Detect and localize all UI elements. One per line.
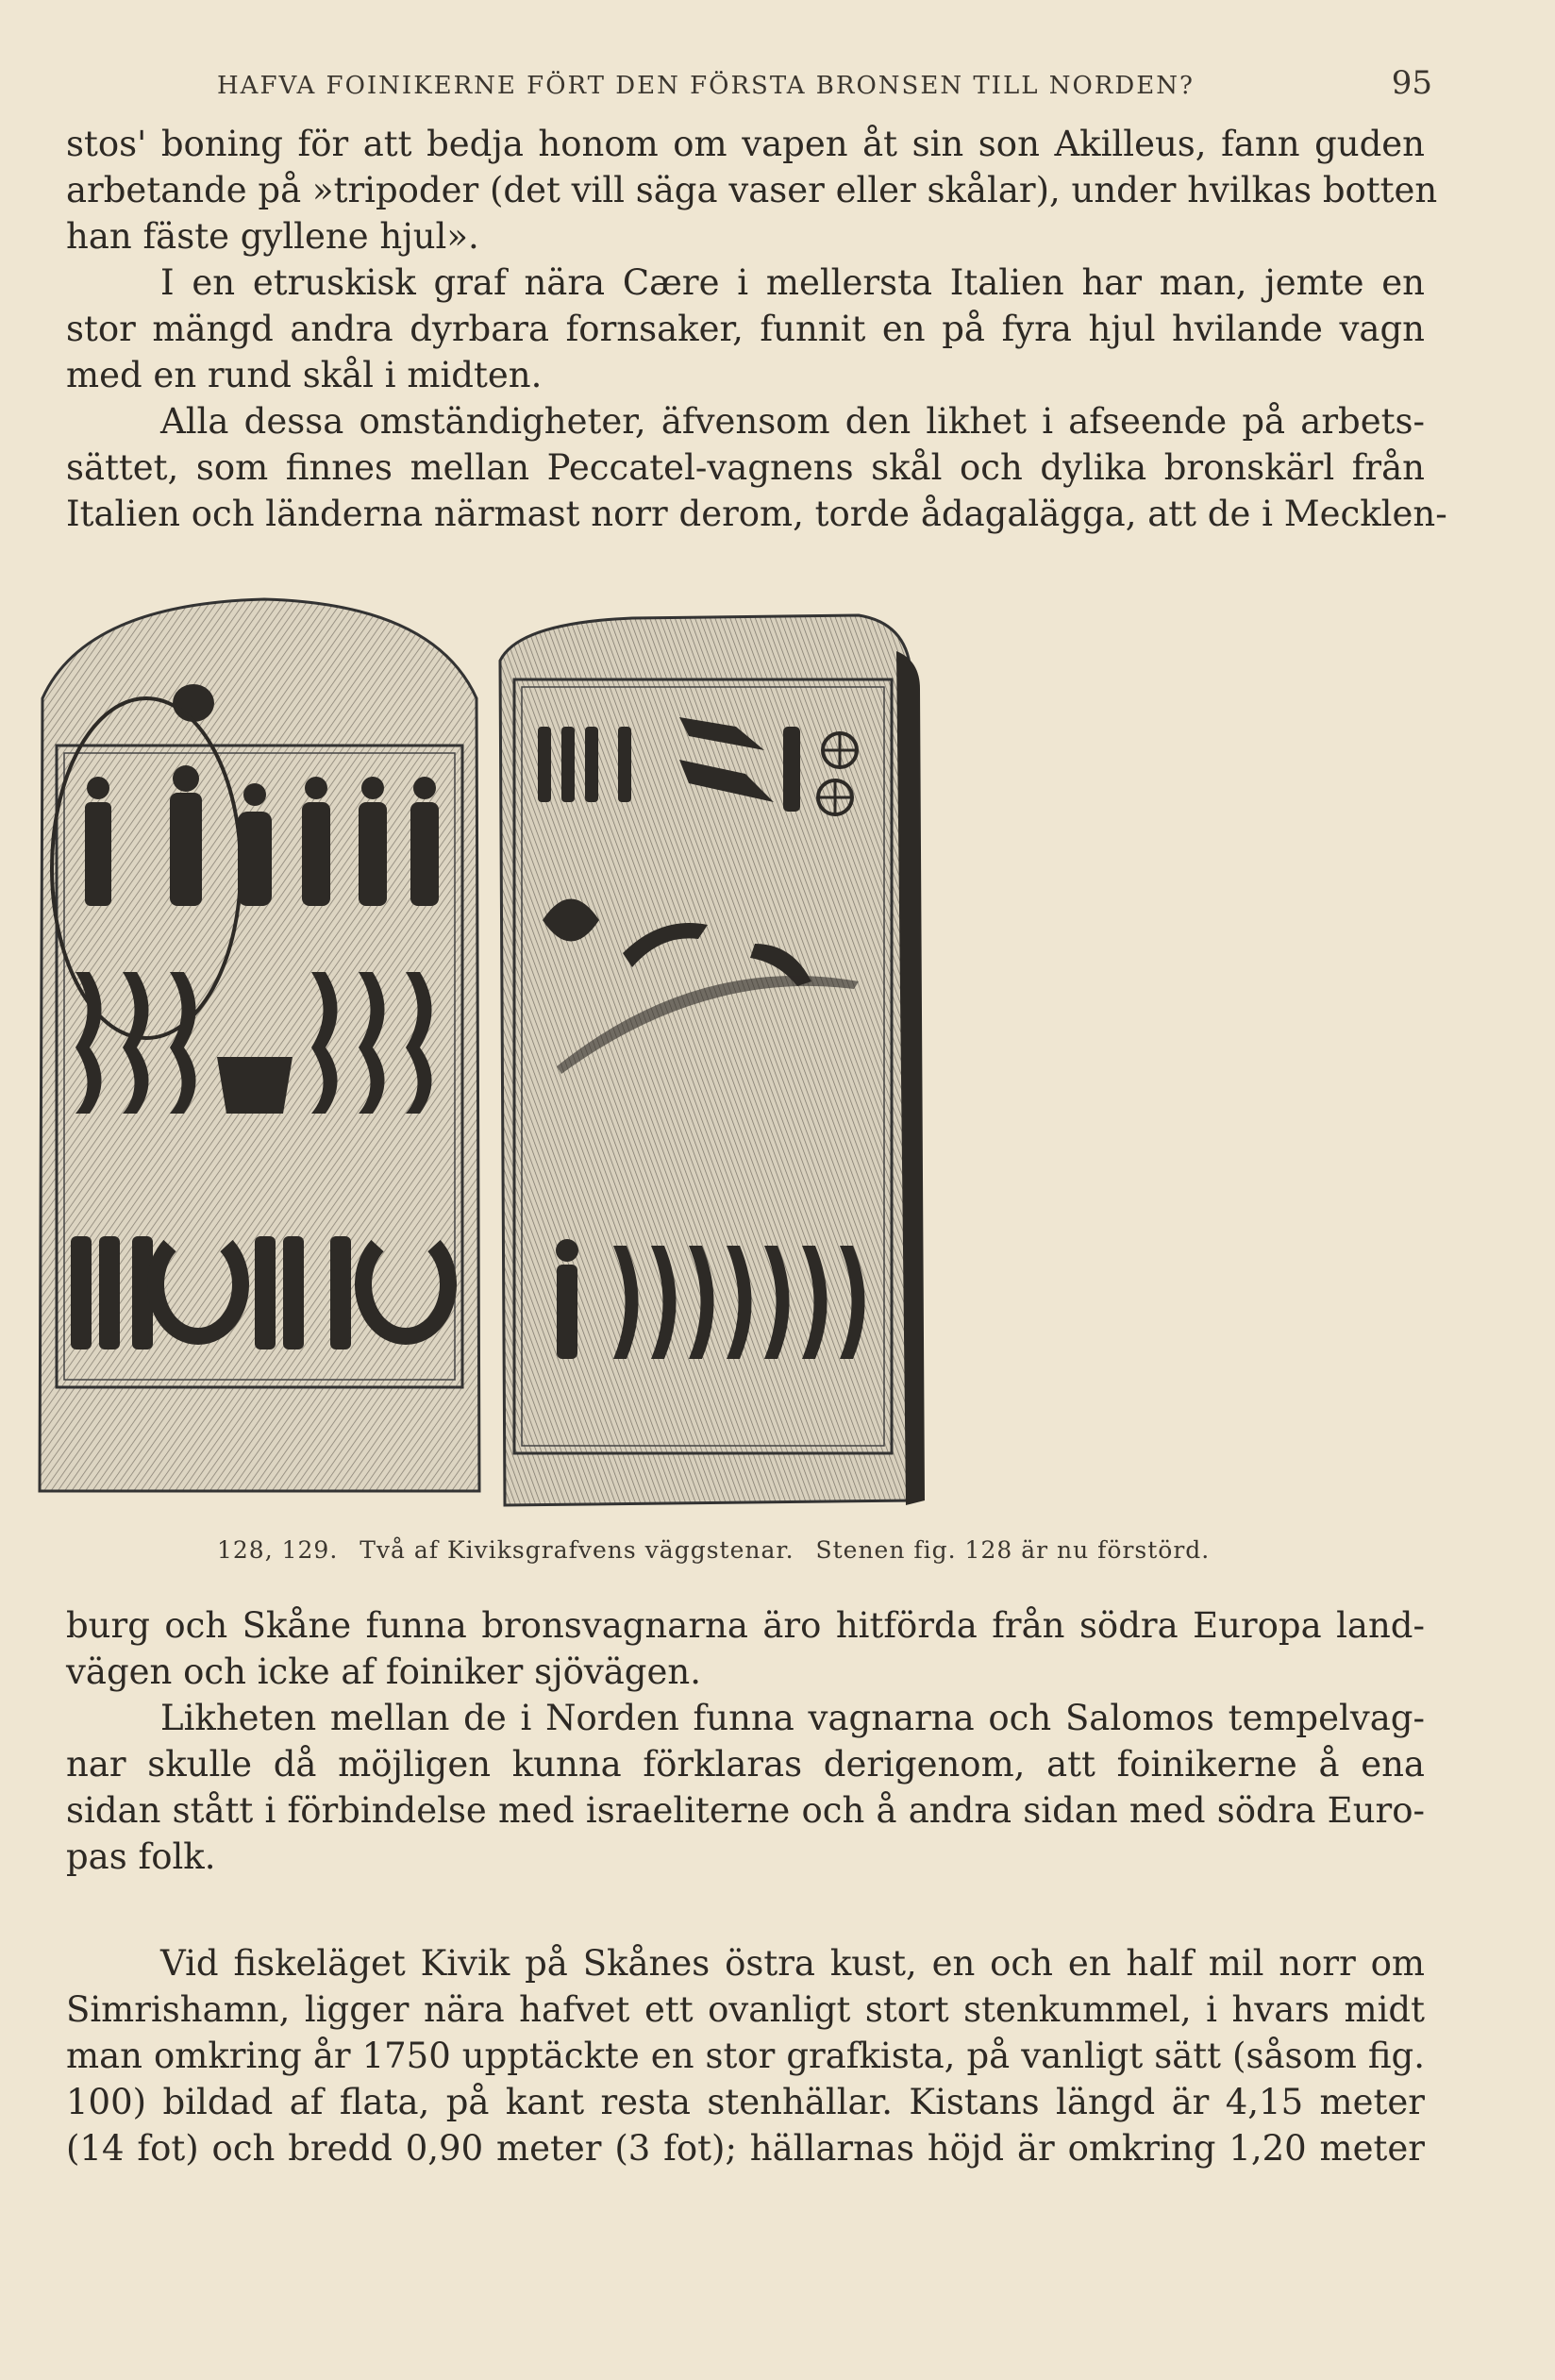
text-line: I en etruskisk graf nära Cære i mellersta Italien har man, jemte en [160, 262, 1425, 303]
text-line: sidan stått i förbindelse med israeliterne och å andra sidan med södra Euro- [66, 1790, 1425, 1831]
bottom-text-block [66, 1602, 1425, 1880]
text-line: vägen och icke af foiniker sjövägen. [66, 1651, 701, 1692]
caption-note: Stenen fig. 128 är nu förstörd. [815, 1536, 1211, 1564]
top-text-block [66, 121, 1447, 537]
page-number: 95 [1391, 64, 1432, 102]
text-line: pas folk. [66, 1836, 216, 1877]
text-line: arbetande på »tripoder (det vill säga vaser eller skålar), under hvilkas botten [66, 170, 1438, 210]
text-line: Likheten mellan de i Norden funna vagnarna och Salomos tempelvag- [160, 1698, 1425, 1738]
text-line: Vid fiskeläget Kivik på Skånes östra kust, en och en half mil norr om [160, 1943, 1425, 1984]
caption-number: 128, 129. [217, 1536, 339, 1564]
caption-text: Två af Kiviksgrafvens väggstenar. [359, 1536, 794, 1564]
text-line: med en rund skål i midten. [66, 355, 543, 395]
paragraph [66, 260, 1425, 398]
text-line: burg och Skåne funna bronsvagnarna äro hitförda från södra Europa land- [66, 1605, 1425, 1646]
text-line: (14 fot) och bredd 0,90 meter (3 fot); hällarnas höjd är omkring 1,20 meter [66, 2128, 1425, 2169]
running-head: HAFVA FOINIKERNE FÖRT DEN FÖRSTA BRONSEN TILL NORDEN? [217, 72, 1195, 100]
text-line: Alla dessa omständigheter, äfvensom den likhet i afseende på arbets- [160, 401, 1425, 442]
stone-fig-128 [40, 599, 479, 1491]
text-line: stos' boning för att bedja honom om vapen åt sin son Akilleus, fann guden [66, 124, 1425, 164]
paragraph [66, 121, 1438, 260]
paragraph [66, 1602, 1425, 1695]
paragraph [66, 1695, 1425, 1880]
text-line: sättet, som finnes mellan Peccatel-vagnens skål och dylika bronskärl från [66, 447, 1425, 488]
text-line: Simrishamn, ligger nära hafvet ett ovanligt stort stenkummel, i hvars midt [66, 1989, 1425, 2030]
text-line: Italien och länderna närmast norr derom, torde ådagalägga, att de i Mecklen- [66, 494, 1447, 534]
text-line: han fäste gyllene hjul». [66, 216, 479, 257]
text-line: 100) bildad af flata, på kant resta stenhällar. Kistans längd är 4,15 meter [66, 2082, 1425, 2122]
text-line: man omkring år 1750 upptäckte en stor grafkista, på vanligt sätt (såsom fig. [66, 2036, 1425, 2076]
text-line: stor mängd andra dyrbara fornsaker, funnit en på fyra hjul hvilande vagn [66, 309, 1425, 349]
text-line: nar skulle då möjligen kunna förklaras derigenom, att foinikerne å ena [66, 1744, 1425, 1785]
paragraph [66, 398, 1447, 537]
stones-illustration [28, 595, 1444, 1538]
stone-fig-129 [500, 615, 925, 1505]
figure-caption [217, 1536, 1349, 1564]
final-text-block [66, 1940, 1425, 2171]
paragraph [66, 1940, 1425, 2171]
figure-kivik-stones [28, 595, 1444, 1538]
